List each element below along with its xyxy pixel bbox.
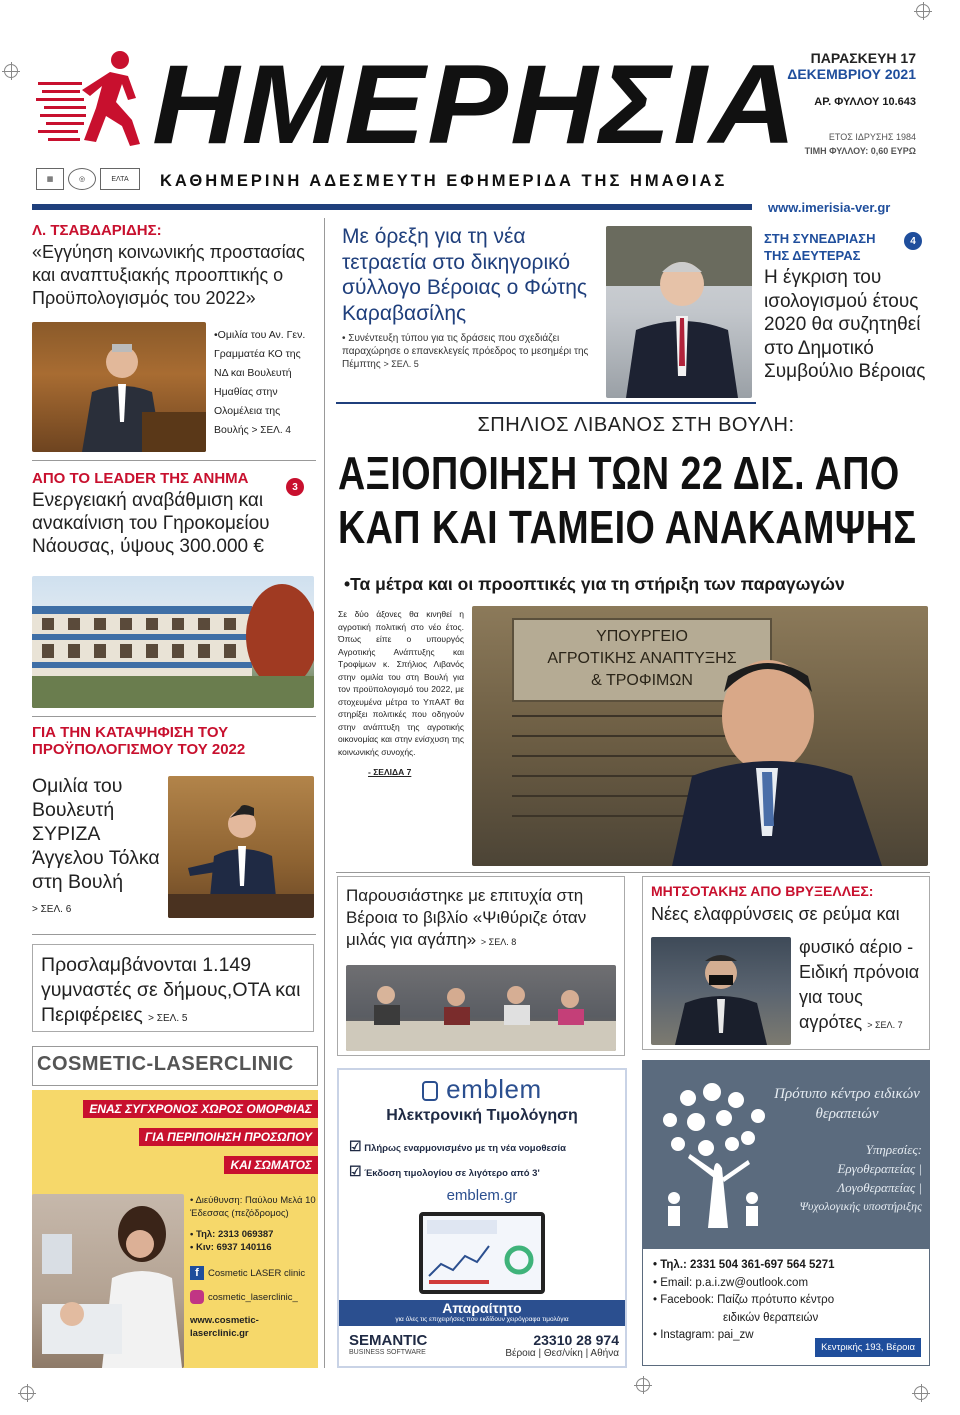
therapy-services <box>772 1140 922 1216</box>
ad-web[interactable]: www.cosmetic-laserclinic.gr <box>190 1315 259 1339</box>
page-number-badge: 4 <box>904 232 922 250</box>
therapy-tel[interactable]: • Τηλ.: 2331 504 361-697 564 5271 <box>653 1259 835 1271</box>
tolkas-photo <box>168 776 314 918</box>
story-text: Η έγκριση του ισολογισμού έτους 2020 θα συζητηθεί στο Δημοτικό Συμβούλιο Βέροιας <box>764 267 926 382</box>
ad-instagram[interactable] <box>190 1290 316 1304</box>
clinic-photo <box>32 1194 184 1368</box>
registration-mark-icon <box>636 1378 650 1392</box>
check-text: Πλήρως εναρμονισμένο με τη νέα νομοθεσία <box>364 1143 567 1154</box>
check-text: Έκδοση τιμολογίου σε λιγότερο από 3' <box>364 1168 540 1179</box>
divider <box>32 934 316 935</box>
story-kicker-line2: ΠΡΟΫΠΟΛΟΓΙΣΜΟΥ ΤΟΥ 2022 <box>32 741 246 758</box>
emblem-contact <box>505 1332 619 1359</box>
elta-badge: ΕΛΤΑ <box>100 168 140 190</box>
emblem-checks <box>339 1125 625 1185</box>
badge-icon: ◎ <box>68 168 96 190</box>
karavasilis-photo <box>606 226 752 398</box>
main-kicker: ΣΠΗΛΙΟΣ ΛΙΒΑΝΟΣ ΣΤΗ ΒΟΥΛΗ: <box>477 414 795 436</box>
tablet-icon <box>419 1212 545 1294</box>
therapy-facebook-2: ειδικών θεραπειών <box>723 1311 819 1324</box>
ad-address: • Διεύθυνση: Παύλου Μελά 10 Έδεσσας (πεζόδρομος) <box>190 1195 316 1219</box>
story-text-top: Νέες ελαφρύνσεις σε ρεύμα και <box>651 904 900 924</box>
divider <box>32 460 316 461</box>
emblem-banner <box>339 1300 625 1326</box>
service-2: Λογοθεραπείας | <box>837 1180 922 1195</box>
portrait-figure-icon <box>606 226 752 398</box>
ad-body <box>32 1090 318 1368</box>
main-headline-line1: ΑΞΙΟΠΟΙΗΣΗ ΤΩΝ 22 ΔΙΣ. ΑΠΟ <box>338 447 900 499</box>
checkbox-icon: ☑ <box>349 1163 362 1179</box>
checkbox-icon: ☑ <box>349 1138 362 1154</box>
semantic-sub: BUSINESS SOFTWARE <box>349 1349 426 1356</box>
emblem-check-2 <box>349 1160 615 1185</box>
page-ref[interactable]: > ΣΕΛ. 8 <box>480 937 517 947</box>
main-headline[interactable] <box>338 446 917 554</box>
book-story[interactable] <box>337 876 625 1056</box>
price: ΤΙΜΗ ΦΥΛΛΟΥ: 0,60 ΕΥΡΩ <box>804 146 916 156</box>
date-box <box>772 50 916 158</box>
council-story[interactable] <box>764 230 930 384</box>
ad-line1: ΕΝΑΣ ΣΥΓΧΡΟΝΟΣ ΧΩΡΟΣ ΟΜΟΡΦΙΑΣ <box>83 1100 318 1118</box>
divider <box>32 716 316 717</box>
main-subhead: •Τα μέτρα και οι προοπτικές για τη στήριξη των παραγωγών <box>344 574 845 594</box>
page-ref[interactable]: > ΣΕΛ. 6 <box>32 904 72 915</box>
banner-title: Απαραίτητο <box>442 1300 522 1316</box>
registration-mark-icon <box>914 1386 928 1400</box>
budget-story[interactable] <box>32 724 316 758</box>
ad-tel[interactable]: • Τηλ: 2313 069387 <box>190 1229 274 1240</box>
ad-line3: ΚΑΙ ΣΩΜΑΤΟΣ <box>224 1156 318 1174</box>
instagram-icon <box>190 1290 204 1304</box>
main-body: Σε δύο άξονες θα κινηθεί η αγροτική πολιτική στο νέο έτος. Όπως είπε ο υπουργός Αγροτικής Ανάπτυξης και Τροφίμων κ. Σπήλιος Λιβανός στην ομιλία του στη Βουλή για τον προϋπολογισμό του 2022, με στοχευμένα μέτρα το ΥπΑΑΤ θα στηρίξει πολιτικές που οδηγούν στην ανάπτυξη της αγροτικής οικονομίας και στην ενίσχυση της κοινωνικής συνοχής. <box>338 609 464 757</box>
banner-sub: για όλες τις επιχειρήσεις που εκδίδουν χειρόγραφα τιμολόγια <box>395 1316 569 1323</box>
tsavdaridis-story[interactable] <box>32 222 316 310</box>
runner-logo-icon <box>36 46 146 156</box>
page-ref[interactable]: > ΣΕΛ. 4 <box>251 425 291 436</box>
emblem-brand-wrap <box>339 1074 625 1105</box>
founded-year: ΕΤΟΣ ΙΔΡΥΣΗΣ 1984 <box>828 132 916 142</box>
divider <box>336 872 930 873</box>
ad-title: COSMETIC-LASERCLINIC <box>32 1046 318 1086</box>
sign-line2: ΑΓΡΟΤΙΚΗΣ ΑΝΑΠΤΥΞΗΣ <box>547 650 737 667</box>
services-label: Υπηρεσίες: <box>865 1142 922 1157</box>
therapy-address: Κεντρικής 193, Βέροια <box>815 1338 921 1358</box>
story-kicker-line1: ΓΙΑ ΤΗΝ ΚΑΤΑΨΗΦΙΣΗ ΤΟΥ <box>32 724 229 741</box>
ad-fb-label: Cosmetic LASER clinic <box>208 1267 306 1279</box>
badge-icon: ▦ <box>36 168 64 190</box>
certification-badges <box>36 168 140 190</box>
emblem-ad[interactable] <box>337 1068 627 1368</box>
ad-line2: ΓΙΑ ΠΕΡΙΠΟΙΗΣΗ ΠΡΟΣΩΠΟΥ <box>139 1128 318 1146</box>
mitsotakis-story[interactable] <box>642 876 930 1050</box>
panel-figures-icon <box>346 965 616 1051</box>
semantic-name: SEMANTIC <box>349 1332 428 1349</box>
service-3: Ψυχολογικής υποστήριξης <box>799 1199 922 1213</box>
story-caption: • Συνέντευξη τύπου για τις δράσεις που σχεδιάζει παραχώρησε ο επανεκλεγείς πρόεδρος το μεσημέρι της Πέμπτης <box>342 333 589 370</box>
tagline: ΚΑΘΗΜΕΡΙΝΗ ΑΔΕΣΜΕΥΤΗ ΕΦΗΜΕΡΙΔΑ ΤΗΣ ΗΜΑΘΙΑΣ <box>160 172 728 190</box>
leader-figure-icon <box>651 937 791 1045</box>
nursing-home-photo <box>32 576 314 708</box>
registration-mark-icon <box>916 4 930 18</box>
emblem-phone[interactable]: 23310 28 974 <box>533 1332 619 1348</box>
main-body-wrap <box>338 608 464 779</box>
semantic-logo <box>349 1332 427 1356</box>
therapy-instagram[interactable]: • Instagram: pai_zw <box>653 1329 754 1341</box>
tree-logo-icon <box>648 1078 784 1238</box>
tsavdaridis-caption <box>214 326 314 440</box>
date-weekday: ΠΑΡΑΣΚΕΥΗ 17 <box>810 50 916 66</box>
therapy-facebook[interactable]: • Facebook: Παίζω πρότυπο κέντρο <box>653 1294 835 1306</box>
story-text-rest-wrap <box>799 935 927 1038</box>
masthead-title[interactable]: ΗΜΕΡΗΣΙΑ <box>152 42 799 167</box>
issue-number: ΑΡ. ΦΥΛΛΟΥ 10.643 <box>814 96 916 108</box>
emblem-brand: emblem <box>446 1074 542 1104</box>
sign-line1: ΥΠΟΥΡΓΕΙΟ <box>596 628 688 645</box>
story-kicker: ΜΗΤΣΟΤΑΚΗΣ ΑΠΟ ΒΡΥΞΕΛΛΕΣ: <box>651 883 874 899</box>
story-text: Ενεργειακή αναβάθμιση και ανακαίνιση του Γηροκομείου Νάουσας, ύψους 300.000 € <box>32 490 270 557</box>
speaker-figure-icon <box>168 776 314 918</box>
registration-mark-icon <box>20 1386 34 1400</box>
story-kicker: ΣΤΗ ΣΥΝΕΔΡΙΑΣΗ ΤΗΣ ΔΕΥΤΕΡΑΣ <box>764 231 876 263</box>
gymnasts-text-wrap <box>33 945 313 1039</box>
therapy-email[interactable]: • Email: p.a.i.zw@outlook.com <box>653 1276 809 1289</box>
dashboard-chart-icon <box>423 1216 541 1290</box>
story-text-rest: φυσικό αέριο - Ειδική πρόνοια για τους αγρότες <box>799 937 920 1032</box>
speaker-figure-icon <box>32 322 206 452</box>
gymnasts-story[interactable] <box>32 944 314 1032</box>
caption-text: •Ομιλία του Αν. Γεν. Γραμματέα ΚΟ της ΝΔ και Βουλευτή Ημαθίας στην Ολομέλεια της Βουλής <box>214 329 306 436</box>
book-event-photo <box>346 965 616 1051</box>
story-text: Προσλαμβάνονται 1.149 γυμναστές σε δήμους,ΟΤΑ και Περιφέρειες <box>41 954 301 1026</box>
story-text: Παρουσιάστηκε με επιτυχία στη Βέροια το βιβλίο «Ψιθύριζε όταν μιλάς για αγάπη» <box>346 886 587 949</box>
facebook-icon: f <box>190 1266 204 1280</box>
date-month-year: ΔΕΚΕΜΒΡΙΟΥ 2021 <box>787 66 916 82</box>
minister-figure-icon <box>472 606 928 866</box>
page-ref[interactable]: > ΣΕΛ. 5 <box>383 359 419 369</box>
mitsotakis-photo <box>651 937 791 1045</box>
story-text: Ομιλία του Βουλευτή ΣΥΡΙΖΑ Άγγελου Τόλκα στη Βουλή <box>32 775 160 893</box>
emblem-footer <box>349 1332 619 1359</box>
masthead-bar <box>32 204 752 210</box>
main-headline-line2: ΚΑΠ ΚΑΙ ΤΑΜΕΙΟ ΑΝΑΚΑΜΨΗΣ <box>338 501 917 553</box>
lawyers-story[interactable] <box>336 224 604 371</box>
emblem-logo-icon <box>422 1081 438 1101</box>
emblem-title: Ηλεκτρονική Τιμολόγηση <box>386 1107 578 1124</box>
budget-text <box>32 774 162 922</box>
story-headline: Με όρεξη για τη νέα τετραετία στο δικηγορικό σύλλογο Βέροιας ο Φώτης Καραβασίλης <box>342 225 588 325</box>
divider <box>336 402 756 404</box>
registration-mark-icon <box>4 64 18 78</box>
cosmetic-laserclinic-ad[interactable] <box>32 1046 318 1368</box>
page-ref[interactable]: > ΣΕΛ. 5 <box>148 1013 188 1024</box>
column-divider <box>324 218 325 1368</box>
livanos-photo <box>472 606 928 866</box>
story-kicker: ΑΠΟ ΤΟ LEADER ΤΗΣ ΑΝΗΜΑ <box>32 470 249 487</box>
ad-mobile[interactable]: • Κιν: 6937 140116 <box>190 1242 272 1253</box>
beautician-figure-icon <box>32 1194 184 1368</box>
building-icon <box>32 576 314 708</box>
tsavdaridis-photo <box>32 322 206 452</box>
story-caption-wrap <box>336 332 604 371</box>
story-quote: «Εγγύηση κοινωνικής προστασίας και αναπτυξιακής προοπτικής ο Προϋπολογισμός του 2022» <box>32 242 305 308</box>
page-ref[interactable]: - ΣΕΛΙΔΑ 7 <box>368 767 412 777</box>
book-text-wrap <box>338 877 624 953</box>
website-link[interactable]: www.imerisia-ver.gr <box>768 200 891 215</box>
ad-contact <box>190 1194 316 1340</box>
anima-story[interactable] <box>32 470 316 558</box>
therapy-title: Πρότυπο κέντρο ειδικών θεραπειών <box>774 1086 920 1122</box>
emblem-check-1 <box>349 1135 615 1160</box>
therapy-center-ad[interactable] <box>642 1060 930 1366</box>
ad-facebook[interactable] <box>190 1266 316 1280</box>
page-number-badge: 3 <box>286 478 304 496</box>
page-ref[interactable]: > ΣΕΛ. 7 <box>867 1020 903 1030</box>
ad-ig-label: cosmetic_laserclinic_ <box>208 1291 298 1303</box>
sign-line3: & ΤΡΟΦΙΜΩΝ <box>591 672 693 689</box>
emblem-url[interactable]: emblem.gr <box>446 1187 518 1204</box>
emblem-cities: Βέροια | Θεσ/νίκη | Αθήνα <box>505 1348 619 1359</box>
therapy-contact <box>642 1248 930 1366</box>
service-1: Εργοθεραπείας | <box>837 1161 922 1176</box>
story-kicker: Λ. ΤΣΑΒΔΑΡΙΔΗΣ: <box>32 222 162 239</box>
